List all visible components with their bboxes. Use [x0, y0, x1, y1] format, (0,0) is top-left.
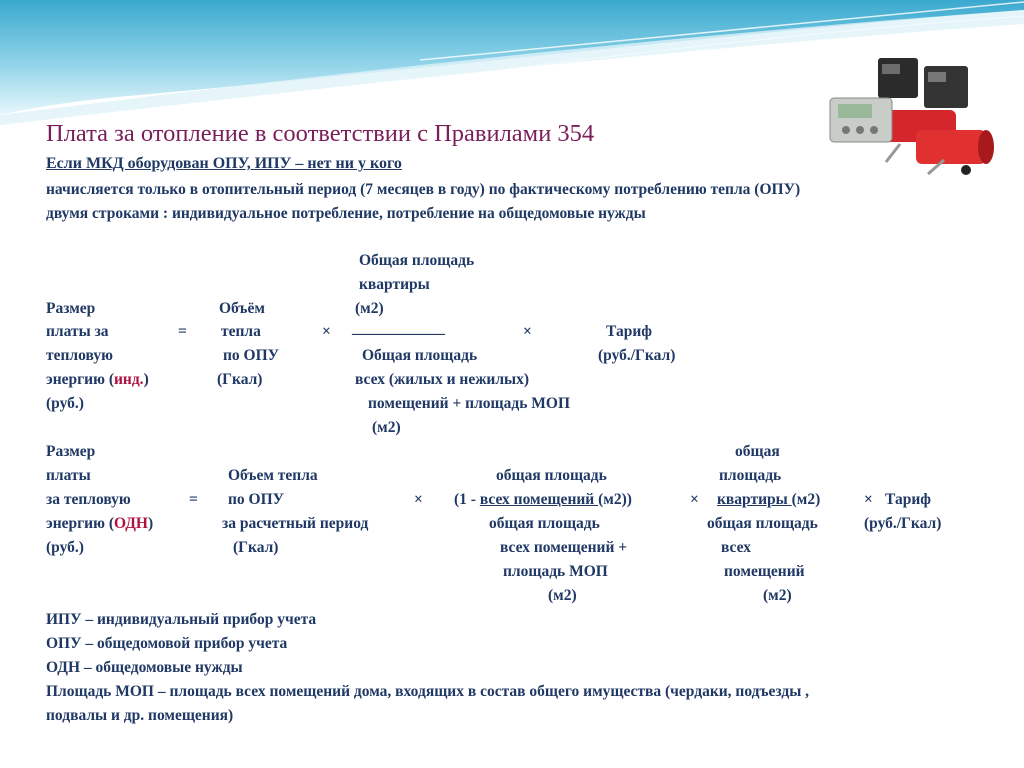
f1-ind-label: инд. [113, 371, 144, 388]
f2-odn-label: ОДН [113, 515, 148, 532]
f2-mul-2: × [690, 491, 699, 508]
f2-right-underlined: квартиры [717, 491, 792, 508]
f2-right-bottom-3: помещений [724, 563, 805, 580]
f2-col2-1: Объем тепла [228, 467, 318, 484]
f1-frac-bottom-3: помещений + площадь МОП [368, 395, 571, 412]
f1-label-3: тепловую [46, 347, 113, 364]
f2-label-4-text: энергию ( [46, 515, 114, 532]
f2-right-bottom-4: (м2) [763, 587, 792, 604]
f1-col2-1: Объём [219, 300, 265, 317]
f2-label-2: платы [46, 467, 91, 484]
f2-col2-3: за расчетный период [222, 515, 369, 532]
f1-tariff-1: Тариф [606, 323, 652, 340]
intro-line-1: начисляется только в отопительный период (7 месяцев в году) по фактическому потреблению тепла (ОПУ) [46, 181, 801, 198]
f2-col2-4: (Гкал) [233, 539, 279, 556]
f1-mul-2: × [523, 323, 532, 340]
f2-mul-3: × [864, 491, 873, 508]
f2-mid-top: общая площадь [496, 467, 607, 484]
heat-meter-illustration [816, 40, 994, 180]
f2-equals: = [189, 491, 198, 508]
f1-label-4 [46, 371, 149, 389]
intro-line-2: двумя строками : индивидуальное потребление, потребление на общедомовые нужды [46, 205, 646, 222]
f1-tariff-2: (руб./Гкал) [598, 347, 676, 364]
f2-right-unit: (м2) [791, 491, 821, 508]
glossary-item: Площадь МОП – площадь всех помещений дома, входящих в состав общего имущества (чердаки, подъезды , [46, 683, 810, 700]
f1-label-2: платы за [46, 323, 109, 340]
f2-right-bottom-1: общая площадь [707, 515, 818, 532]
f2-tariff-1: Тариф [885, 491, 931, 508]
f2-label-1: Размер [46, 443, 96, 460]
glossary-item: ОДН – общедомовые нужды [46, 659, 243, 676]
f1-frac-top-2: квартиры [359, 276, 430, 293]
f2-col2-2: по ОПУ [228, 491, 285, 508]
f1-label-1: Размер [46, 300, 96, 317]
f2-mid-bottom-3: площадь МОП [503, 563, 608, 580]
f1-frac-top-3: (м2) [355, 300, 384, 317]
f2-odn-close: ) [148, 515, 154, 532]
f2-mid-bottom-1: общая площадь [489, 515, 600, 532]
f2-right-bottom-2: всех [721, 539, 751, 556]
f2-right-top-1: общая [735, 443, 780, 460]
f1-label-5: (руб.) [46, 395, 84, 412]
f2-mid-line-underlined: всех помещений [479, 491, 599, 508]
heat-meter-photo [816, 40, 994, 180]
f1-ind-close: ) [143, 371, 149, 388]
f2-mid-line-pre: (1 - [454, 491, 480, 508]
f1-equals: = [178, 323, 187, 340]
f2-label-3: за тепловую [46, 491, 131, 508]
f2-mid-bottom-2: всех помещений + [500, 539, 628, 556]
f2-mul-1: × [414, 491, 423, 508]
slide-subtitle: Если МКД оборудован ОПУ, ИПУ – нет ни у кого [46, 155, 402, 172]
f1-col2-3: по ОПУ [223, 347, 280, 364]
f2-right-top-2: площадь [719, 467, 782, 484]
f2-mid-bottom-4: (м2) [548, 587, 577, 604]
f2-label-4 [46, 515, 153, 533]
glossary-item: ИПУ – индивидуальный прибор учета [46, 611, 317, 628]
f2-tariff-2: (руб./Гкал) [864, 515, 942, 532]
f1-fraction-line: ____________ [352, 320, 445, 337]
f2-mid-line [454, 491, 632, 509]
f1-col2-2: тепла [221, 323, 261, 340]
f2-label-5: (руб.) [46, 539, 84, 556]
f2-right-line [717, 491, 820, 509]
f1-label-4-text: энергию ( [46, 371, 114, 388]
slide-title: Плата за отопление в соответствии с Правилами 354 [46, 120, 595, 147]
f1-mul-1: × [322, 323, 331, 340]
f2-mid-line-post: (м2)) [598, 491, 632, 508]
f1-col2-4: (Гкал) [217, 371, 263, 388]
glossary-item: подвалы и др. помещения) [46, 707, 234, 724]
f1-frac-top-1: Общая площадь [359, 252, 475, 269]
f1-frac-bottom-4: (м2) [372, 419, 401, 436]
glossary-item: ОПУ – общедомовой прибор учета [46, 635, 288, 652]
f1-frac-bottom-1: Общая площадь [362, 347, 478, 364]
f1-frac-bottom-2: всех (жилых и нежилых) [355, 371, 530, 388]
